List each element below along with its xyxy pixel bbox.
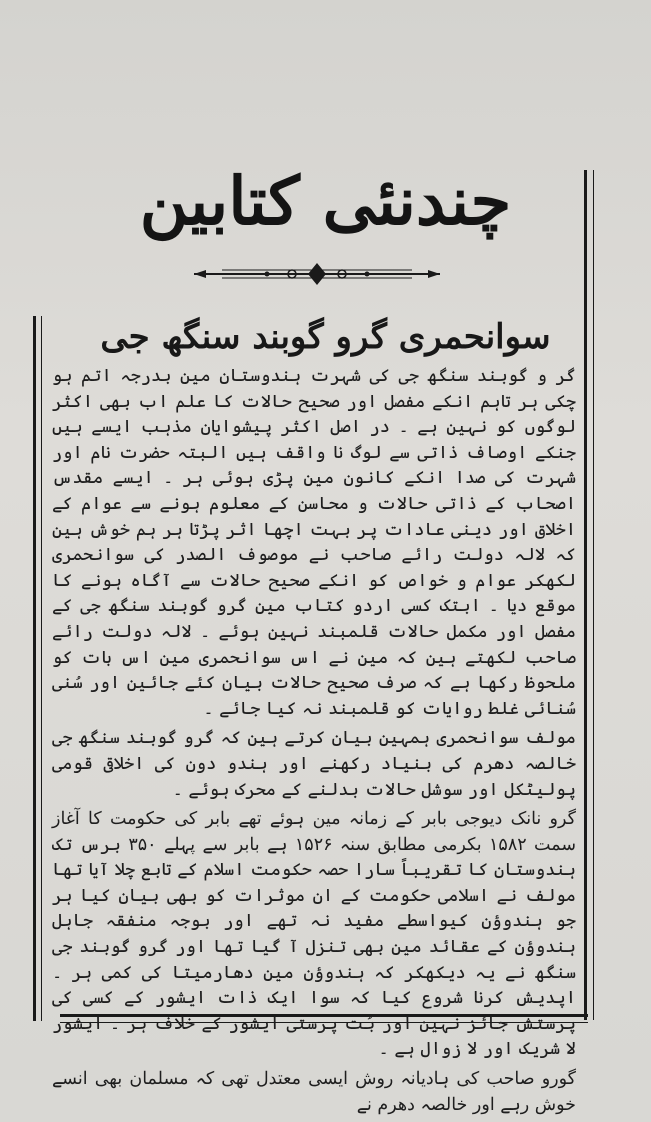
paragraph: گورو صاحب کی ہادیانہ روش ایسی معتدل تھی کہ مسلمان بھی انسے خوش رہے اور خالصہ دھرم نے <box>52 1069 576 1115</box>
paragraph: گرو نانک دیوجی بابر کے زمانہ مین ہوئے تھے بابر کی حکومت کا آغاز سمت ۱۵۸۲ بکرمی مطابق سنہ ۱۵۲۶ ہے بابر سے پہلے ۳۵۰ برس تک ہندوستان کا تقریباً سارا حصہ حکومت اسلام کے تابع چلا آیا تھا مولف نے اسلامی حکومت کے ان موثرات کو بھی بیان کیا ہر جو ہندوؤن کیواسطے مفید نہ تھے اور بوجہ منفقہ جاہل ہندوؤن کے عقائد مین بھی تنزل آ گیا تھا اور گرو گوبند جی سنگھ نے یہ دیکھکر کہ ہندوؤن مین دھارمیتا کی کمی ہر ۔ اپدیش کرنا شروع کیا کہ سوا ایک ذات ایشور کے کسی کی پرستش جائز نہین اور بُت پرستی ایشور کے خلاف ہر ۔ ایشور لا شریک اور لا زوال ہے ۔ <box>52 809 576 1060</box>
ornamental-divider-icon <box>192 262 442 286</box>
section-heading: سوانحمری گرو گوبند سنگھ جی <box>100 317 551 357</box>
frame-border-right <box>584 170 594 1020</box>
page-title: چندنئی کتابین <box>139 162 512 240</box>
paragraph: گر و گوبند سنگھ جی کی شہرت ہندوستان مین بدرجہ اتم ہو چکی ہر تاہم انکے مفصل اور صحیح حالات کا علم اب بھی اکثر لوگوں کو نہین ہے ۔ در اصل اکثر پیشوایان مذہب ایسے ہیں جنکے اوصاف ذاتی سے لوگ نا واقف ہیں البتہ حضرت نام اور شہرت کی صدا انکے کانون مین پڑی ہوئی ہر ۔ ایسے مقدس اصحاب کے ذاتی حالات و محاسن کے معلوم ہونے سے عوام کے اخلاق اور دینی عادات پر بہت اچھا اثر پڑتا ہر ہم خوش ہین کہ لالہ دولت رائے صاحب نے موصوف الصدر کی سوانحمری لکھکر عوام و خواص کو انکے صحیح حالات سے آگاہ ہونے کا موقع دیا ۔ ابتک کسی اردو کتاب مین گرو گوبند سنگھ جی کے مفصل اور مکمل حالات قلمبند نہین ہوئے ۔ لالہ دولت رائے صاحب لکھتے ہین کہ مین نے اس سوانحمری مین اس بات کو ملحوظ رکھا ہے کہ صرف صحیح حالات بیان کئے جائین اور سُنی سُنائی غلط روایات کو قلمبند نہ کیا جائے ۔ <box>52 366 576 719</box>
frame-border-left <box>33 316 42 1021</box>
article-body <box>52 364 576 1122</box>
paragraph: مولف سوانحمری ہمہین بیان کرتے ہین کہ گرو گوبند سنگھ جی خالصہ دھرم کی بنیاد رکھنے اور ہندو دون کی اخلاقی قومی پولیٹکل اور سوشل حالات بدلنے کے محرک ہوئے ۔ <box>52 728 576 800</box>
